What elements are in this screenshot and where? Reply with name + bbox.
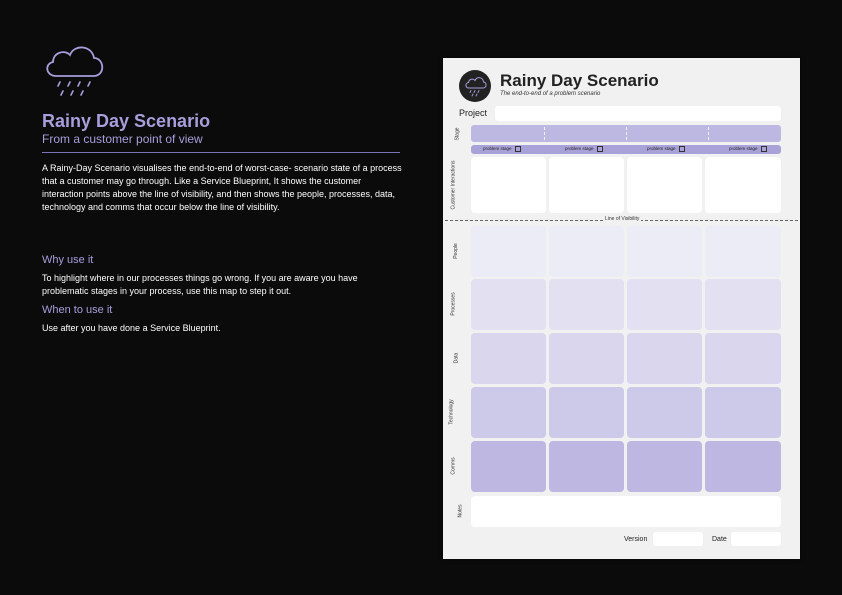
stage-divider	[544, 127, 545, 140]
grid-cell-data[interactable]	[549, 333, 624, 384]
sheet-title: Rainy Day Scenario	[500, 71, 659, 90]
why-text: To highlight where in our processes things go wrong. If you are aware you have problematic stages in your process, use this map to step it out.	[42, 273, 358, 296]
grid-cell-technology[interactable]	[471, 387, 546, 438]
checkbox[interactable]	[515, 146, 521, 152]
customer-cell[interactable]	[705, 157, 781, 213]
grid-cell-people[interactable]	[549, 226, 624, 277]
row-label-technology: Technology	[448, 399, 455, 425]
grid-cell-people[interactable]	[627, 226, 702, 277]
checkbox[interactable]	[597, 146, 603, 152]
notes-field[interactable]	[471, 496, 781, 527]
grid-cell-processes[interactable]	[549, 279, 624, 330]
date-label: Date	[712, 536, 727, 543]
date-field[interactable]	[731, 532, 781, 546]
grid-cell-people[interactable]	[705, 226, 781, 277]
when-text: Use after you have done a Service Blueprint.	[42, 323, 221, 333]
problem-stage[interactable]: problem stage	[729, 146, 767, 152]
grid-cell-technology[interactable]	[627, 387, 702, 438]
why-heading: Why use it	[42, 254, 94, 266]
divider	[42, 152, 400, 153]
page-title: Rainy Day Scenario	[42, 111, 211, 131]
grid-cell-data[interactable]	[471, 333, 546, 384]
project-label: Project	[459, 108, 488, 118]
notes-label: Notes	[457, 504, 464, 518]
problem-stage[interactable]: problem stage	[647, 146, 685, 152]
grid-cell-people[interactable]	[471, 226, 546, 277]
grid-cell-technology[interactable]	[705, 387, 781, 438]
template-sheet	[443, 58, 800, 559]
customer-cell[interactable]	[627, 157, 702, 213]
rain-cloud-icon	[42, 42, 106, 105]
problem-stage[interactable]: problem stage	[565, 146, 603, 152]
grid-cell-comms[interactable]	[705, 441, 781, 492]
version-label: Version	[624, 536, 648, 543]
checkbox[interactable]	[761, 146, 767, 152]
row-label-comms: Comms	[450, 457, 457, 475]
customer-interactions-label: Customer Interactions	[450, 160, 457, 210]
version-field[interactable]	[653, 532, 703, 546]
rain-cloud-icon	[459, 70, 491, 102]
grid-cell-technology[interactable]	[549, 387, 624, 438]
checkbox[interactable]	[679, 146, 685, 152]
stage-divider	[626, 127, 627, 140]
project-field[interactable]	[495, 106, 781, 121]
grid-cell-data[interactable]	[627, 333, 702, 384]
stage-label: Stage	[454, 127, 461, 141]
description-text: A Rainy-Day Scenario visualises the end-to-end of worst-case- scenario state of a process that a customer may go through. Like a Service Blueprint, It shows the customer interaction points above the line of visibility, and then shows the people, processes, data, technology and comms that occur below the line of visibility.	[42, 163, 402, 212]
grid-cell-processes[interactable]	[627, 279, 702, 330]
grid-cell-comms[interactable]	[549, 441, 624, 492]
page-subtitle: From a customer point of view	[42, 132, 203, 146]
sheet-logo	[459, 70, 491, 102]
grid-cell-processes[interactable]	[471, 279, 546, 330]
when-heading: When to use it	[42, 304, 113, 316]
row-label-processes: Processes	[450, 292, 457, 316]
grid-cell-processes[interactable]	[705, 279, 781, 330]
row-label-data: Data	[453, 352, 460, 364]
sheet-subtitle: The end-to-end of a problem scenario	[500, 91, 601, 97]
grid-cell-comms[interactable]	[627, 441, 702, 492]
row-label-people: People	[452, 243, 459, 259]
customer-cell[interactable]	[471, 157, 546, 213]
problem-stage[interactable]: problem stage	[483, 146, 521, 152]
line-of-visibility-label: Line of Visibility	[605, 216, 640, 222]
grid-cell-comms[interactable]	[471, 441, 546, 492]
stage-divider	[708, 127, 709, 140]
grid-cell-data[interactable]	[705, 333, 781, 384]
customer-cell[interactable]	[549, 157, 624, 213]
